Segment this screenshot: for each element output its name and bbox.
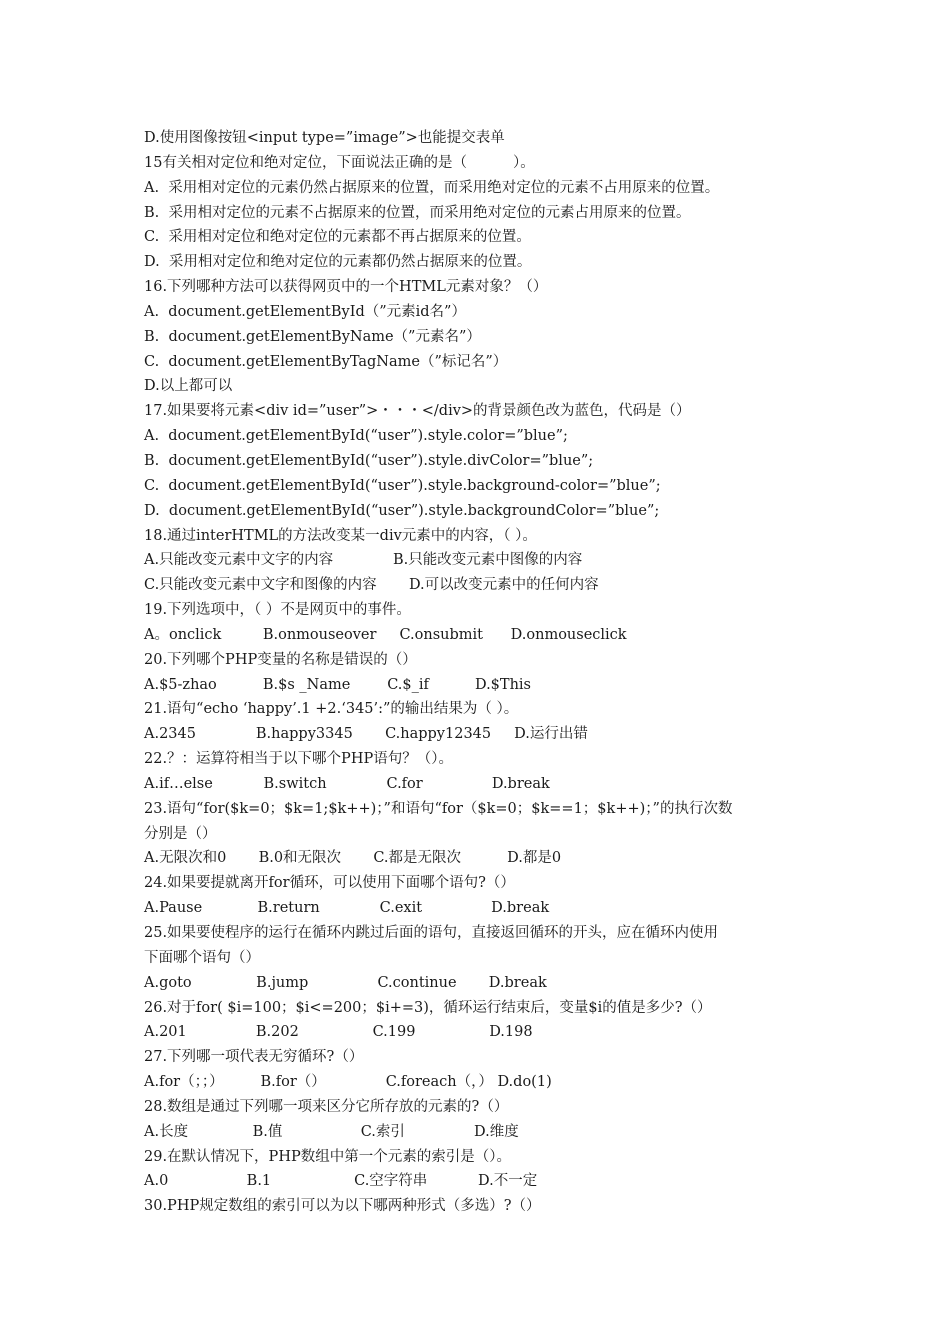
question-line: 15有关相对定位和绝对定位，下面说法正确的是（ ）。	[144, 154, 535, 171]
question-line: 20.下列哪个PHP变量的名称是错误的（）	[144, 651, 417, 668]
option-line: A. document.getElementById(“user”).style.color=”blue”;	[144, 428, 568, 445]
question-line: 24.如果要提就离开for循环，可以使用下面哪个语句?（）	[144, 875, 515, 892]
option-line: A.for（；；） B.for（） C.foreach（，） D.do(1)	[144, 1074, 552, 1091]
question-line: 22.？：运算符相当于以下哪个PHP语句？（）。	[144, 751, 453, 768]
option-line: C. document.getElementById(“user”).style.background-color=”blue”;	[144, 477, 661, 494]
option-line: C. 采用相对定位和绝对定位的元素都不再占据原来的位置。	[144, 229, 531, 246]
question-line: 27.下列哪一项代表无穷循环?（）	[144, 1049, 364, 1066]
question-line: 26.对于for( $i=100；$i<=200；$i+=3)，循环运行结束后，变量$i的值是多少?（）	[144, 999, 712, 1016]
option-line: A.Pause B.return C.exit D.break	[144, 900, 550, 917]
option-line: D. document.getElementById(“user”).style.backgroundColor=”blue”;	[144, 502, 660, 519]
question-line: 17.如果要将元素<div id=”user”>・・・</div>的背景颜色改为蓝色，代码是（）	[144, 403, 691, 420]
option-line: B. document.getElementById(“user”).style.divColor=”blue”;	[144, 452, 594, 469]
question-line: 分别是（）	[144, 825, 217, 842]
option-line: C.只能改变元素中文字和图像的内容 D.可以改变元素中的任何内容	[144, 577, 599, 594]
option-line: D.使用图像按钮<input type=”image”>也能提交表单	[144, 130, 505, 146]
option-line: D. 采用相对定位和绝对定位的元素都仍然占据原来的位置。	[144, 254, 532, 271]
question-line: 25.如果要使程序的运行在循环内跳过后面的语句，直接返回循环的开头，应在循环内使用	[144, 925, 719, 941]
option-line: B. document.getElementByName（”元素名”）	[144, 328, 481, 345]
option-line: D.以上都可以	[144, 378, 233, 395]
question-line: 下面哪个语句（）	[144, 949, 260, 966]
option-line: A.201 B.202 C.199 D.198	[144, 1024, 533, 1041]
question-line: 18.通过interHTML的方法改变某一div元素中的内容，（ ）。	[144, 527, 537, 544]
question-line: 16.下列哪种方法可以获得网页中的一个HTML元素对象？（）	[144, 279, 548, 296]
question-line: 23.语句“for($k=0；$k=1;$k++)；”和语句“for（$k=0；$k==1；$k++)；”的执行次数	[144, 800, 733, 817]
option-line: A.goto B.jump C.continue D.break	[144, 974, 547, 991]
question-line: 29.在默认情况下，PHP数组中第一个元素的索引是（）。	[144, 1148, 511, 1165]
option-line: A.0 B.1 C.空字符串 D.不一定	[144, 1173, 538, 1190]
option-line: A.无限次和0 B.0和无限次 C.都是无限次 D.都是0	[144, 850, 562, 867]
question-line: 19.下列选项中，（ ）不是网页中的事件。	[144, 602, 411, 619]
question-line: 21.语句“echo ‘happy’.1 +2.‘345’:”的输出结果为（ ）。	[144, 701, 519, 718]
option-line: A. document.getElementById（”元素id名”）	[144, 303, 466, 320]
option-line: A.$5-zhao B.$s _Name C.$_if D.$This	[144, 676, 531, 693]
option-line: A.2345 B.happy3345 C.happy12345 D.运行出错	[144, 726, 588, 743]
option-line: A. 采用相对定位的元素仍然占据原来的位置，而采用绝对定位的元素不占用原来的位置。	[144, 179, 720, 196]
option-line: C. document.getElementByTagName（”标记名”）	[144, 353, 508, 370]
option-line: A。onclick B.onmouseover C.onsubmit D.onmouseclick	[144, 626, 627, 643]
question-line: 30.PHP规定数组的索引可以为以下哪两种形式（多选）?（）	[144, 1198, 541, 1215]
question-line: 28.数组是通过下列哪一项来区分它所存放的元素的?（）	[144, 1098, 509, 1115]
option-line: B. 采用相对定位的元素不占据原来的位置，而采用绝对定位的元素占用原来的位置。	[144, 204, 691, 221]
option-line: A.只能改变元素中文字的内容 B.只能改变元素中图像的内容	[144, 552, 583, 569]
exam-questions	[144, 126, 814, 1219]
option-line: A.长度 B.值 C.索引 D.维度	[144, 1123, 519, 1140]
option-line: A.if…else B.switch C.for D.break	[144, 775, 550, 792]
